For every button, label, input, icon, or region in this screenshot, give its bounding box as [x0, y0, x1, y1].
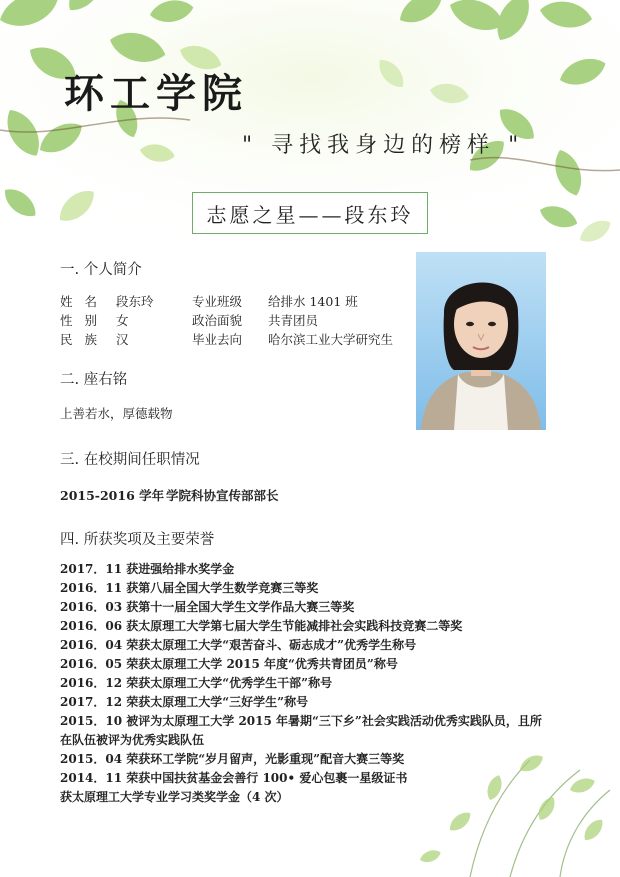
honor-item: 2015．10 被评为太原理工大学 2015 年暑期“三下乡”社会实践活动优秀实践队员，且所 [60, 714, 542, 728]
gender-value: 女 [116, 313, 129, 328]
star-title-box [192, 192, 428, 234]
honor-item: 2017．12 荣获太原理工大学“三好学生”称号 [60, 695, 309, 709]
motto-text: 上善若水，厚德载物 [60, 406, 173, 421]
slogan: " 寻找我身边的榜样 " [242, 133, 525, 158]
political-value: 共青团员 [268, 313, 319, 328]
destination-value: 哈尔滨工业大学研究生 [268, 332, 394, 347]
destination-label: 毕业去向 [192, 332, 243, 347]
honor-item: 2016．04 荣获太原理工大学“艰苦奋斗、砺志成才”优秀学生称号 [60, 638, 417, 652]
gender-label: 性 别 [60, 313, 101, 328]
section-duty-heading: 三. 在校期间任职情况 [60, 452, 200, 468]
class-label: 专业班级 [192, 294, 243, 309]
class-value: 给排水 1401 班 [268, 294, 358, 309]
honor-item: 2017．11 获进强给排水奖学金 [60, 562, 235, 576]
duty-period: 2015-2016 学年 [60, 488, 165, 503]
honor-item: 2014．11 荣获中国扶贫基金会善行 100• 爱心包裹一星级证书 [60, 771, 408, 785]
honor-item: 2016．11 获第八届全国大学生数学竞赛三等奖 [60, 581, 319, 595]
star-title: 志愿之星——段东玲 [206, 202, 414, 227]
portrait-photo [416, 252, 546, 430]
section-motto-heading: 二. 座右铭 [60, 372, 128, 388]
college-title: 环工学院 [64, 70, 248, 117]
honor-item: 2015．04 荣获环工学院“岁月留声，光影重现”配音大赛三等奖 [60, 752, 405, 766]
name-label: 姓 名 [60, 294, 101, 309]
honor-item: 获太原理工大学专业学习类奖学金（4 次） [60, 790, 289, 804]
political-label: 政治面貌 [192, 313, 243, 328]
honor-item: 2016．12 荣获太原理工大学“优秀学生干部”称号 [60, 676, 333, 690]
section-profile-heading: 一. 个人简介 [60, 262, 142, 278]
honor-item-continuation: 在队伍被评为优秀实践队伍 [60, 733, 205, 747]
section-honors-heading: 四. 所获奖项及主要荣誉 [60, 532, 215, 548]
name-value: 段东玲 [116, 294, 154, 309]
honor-item: 2016．03 获第十一届全国大学生文学作品大赛三等奖 [60, 600, 355, 614]
honor-item: 2016．05 荣获太原理工大学 2015 年度“优秀共青团员”称号 [60, 657, 398, 671]
ethnic-label: 民 族 [60, 332, 101, 347]
ethnic-value: 汉 [116, 332, 129, 347]
honor-item: 2016．06 获太原理工大学第七届大学生节能减排社会实践科技竞赛二等奖 [60, 619, 463, 633]
duty-role: 学院科协宣传部部长 [166, 488, 279, 503]
